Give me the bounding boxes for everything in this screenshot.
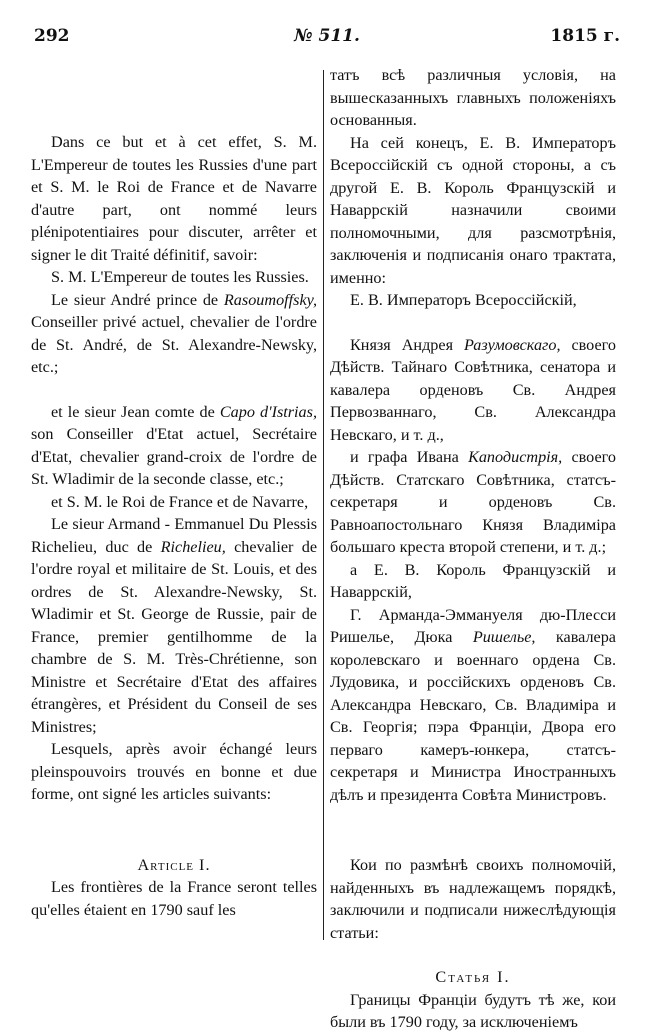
paragraph-article-1: Les frontières de la France seront telles qu'elles étaient en 1790 sauf les [31, 878, 317, 919]
french-column [31, 64, 317, 921]
paragraph-kapodistria: и графа Ивана Каподистрія, своего Дѣйств. Статскаго Совѣтника, статсъ-секретаря и орденовъ Св. Равноапостольнаго Князя Владиміра большаго креста второй степени, и т. д.; [330, 448, 616, 556]
column-divider [323, 70, 324, 940]
paragraph-signed: Lesquels, après avoir échangé leurs pleinspouvoirs trouvés en bonne et due forme, ont signé les articles suivants: [31, 740, 317, 803]
paragraph-richelieu-ru: Г. Арманда-Эммануеля дю-Плесси Ришелье, Дюка Ришелье, кавалера королевскаго и военнаго ордена Св. Лудовика, и россійскихъ орденовъ Св. Александра Невскаго, Св. Владиміра и Св. Георгія; пэра Франціи, Двора его перваго камеръ-юнкера, статсъ-секретаря и Министра Иностранныхъ дѣлъ и президента Совѣта Министровъ. [330, 605, 616, 804]
paragraph-article-1-ru: Границы Франціи будутъ тѣ же, кои были въ 1790 году, за исключеніемъ [330, 990, 616, 1031]
paragraph-preamble: Dans ce but et à cet effet, S. M. L'Empereur de toutes les Russies d'une part et S. M. le Roi de France et de Navarre d'autre part, ont nommé leurs plénipotentiaires pour discuter, arrêter et signer le dit Traité définitif, savoir: [31, 133, 317, 264]
paragraph-king: et S. M. le Roi de France et de Navarre, [51, 492, 309, 511]
paragraph-continuation: татъ всѣ различныя условія, на вышесказанныхъ главныхъ положеніяхъ основанныя. [330, 66, 616, 129]
paragraph-capodistrias: et le sieur Jean comte de Capo d'Istrias, son Conseiller d'Etat actuel, Secrétaire d'Etat, chevalier grand-croix de l'ordre de St. Wladimir de la seconde classe, etc.; [31, 402, 317, 488]
paragraph-signed-ru: Кои по размѣнѣ своихъ полномочій, найденныхъ въ надлежащемъ порядкѣ, заключили и подписали нижеслѣдующія статьи: [330, 856, 616, 942]
article-heading: Article I. [137, 855, 211, 874]
paragraph-king-ru: а Е. В. Король Французскій и Наваррскій, [330, 560, 616, 601]
paragraph-rasoumoffsky: Le sieur André prince de Rasoumoffsky, Conseiller privé actuel, chevalier de l'ordre de St. André, de St. Alexandre-Newsky, etc.; [31, 290, 317, 376]
document-year: 1815 г. [550, 26, 620, 46]
page-header [34, 26, 620, 52]
document-number: № 511. [294, 26, 360, 46]
russian-column [330, 64, 616, 1034]
paragraph-emperor-ru: Е. В. Императоръ Всероссійскій, [350, 291, 577, 309]
top-spacer [31, 64, 317, 131]
paragraph-preamble-ru: На сей конецъ, Е. В. Императоръ Всероссійскій съ одной стороны, а съ другой Е. В. Король Французскій и Наваррскій назначили своими полномочными, для разсмотрѣнія, заключенія и подписанія онаго трактата, именно: [330, 133, 616, 287]
article-heading-ru: Статья I. [435, 968, 511, 986]
paragraph-richelieu: Le sieur Armand - Emmanuel Du Plessis Richelieu, duc de Richelieu, chevalier de l'ordre royal et militaire de St. Louis, et des ordres de St. Alexandre-Newsky, St. Wladimir et St. George de Russie, pair de France, premier gentilhomme de la chambre de S. M. Très-Chrétienne, son Ministre et Secrétaire d'Etat des affaires étrangères, et Président du Conseil de ses Ministres; [31, 515, 318, 736]
paragraph-emperor: S. M. L'Empereur de toutes les Russies. [51, 268, 309, 286]
paragraph-razumovsky: Князя Андрея Разумовскаго, своего Дѣйств. Тайнаго Совѣтника, сенатора и кавалера орденовъ Св. Андрея Первозваннаго, Св. Александра Невскаго, и т. д., [330, 335, 616, 444]
page-number: 292 [34, 26, 70, 46]
